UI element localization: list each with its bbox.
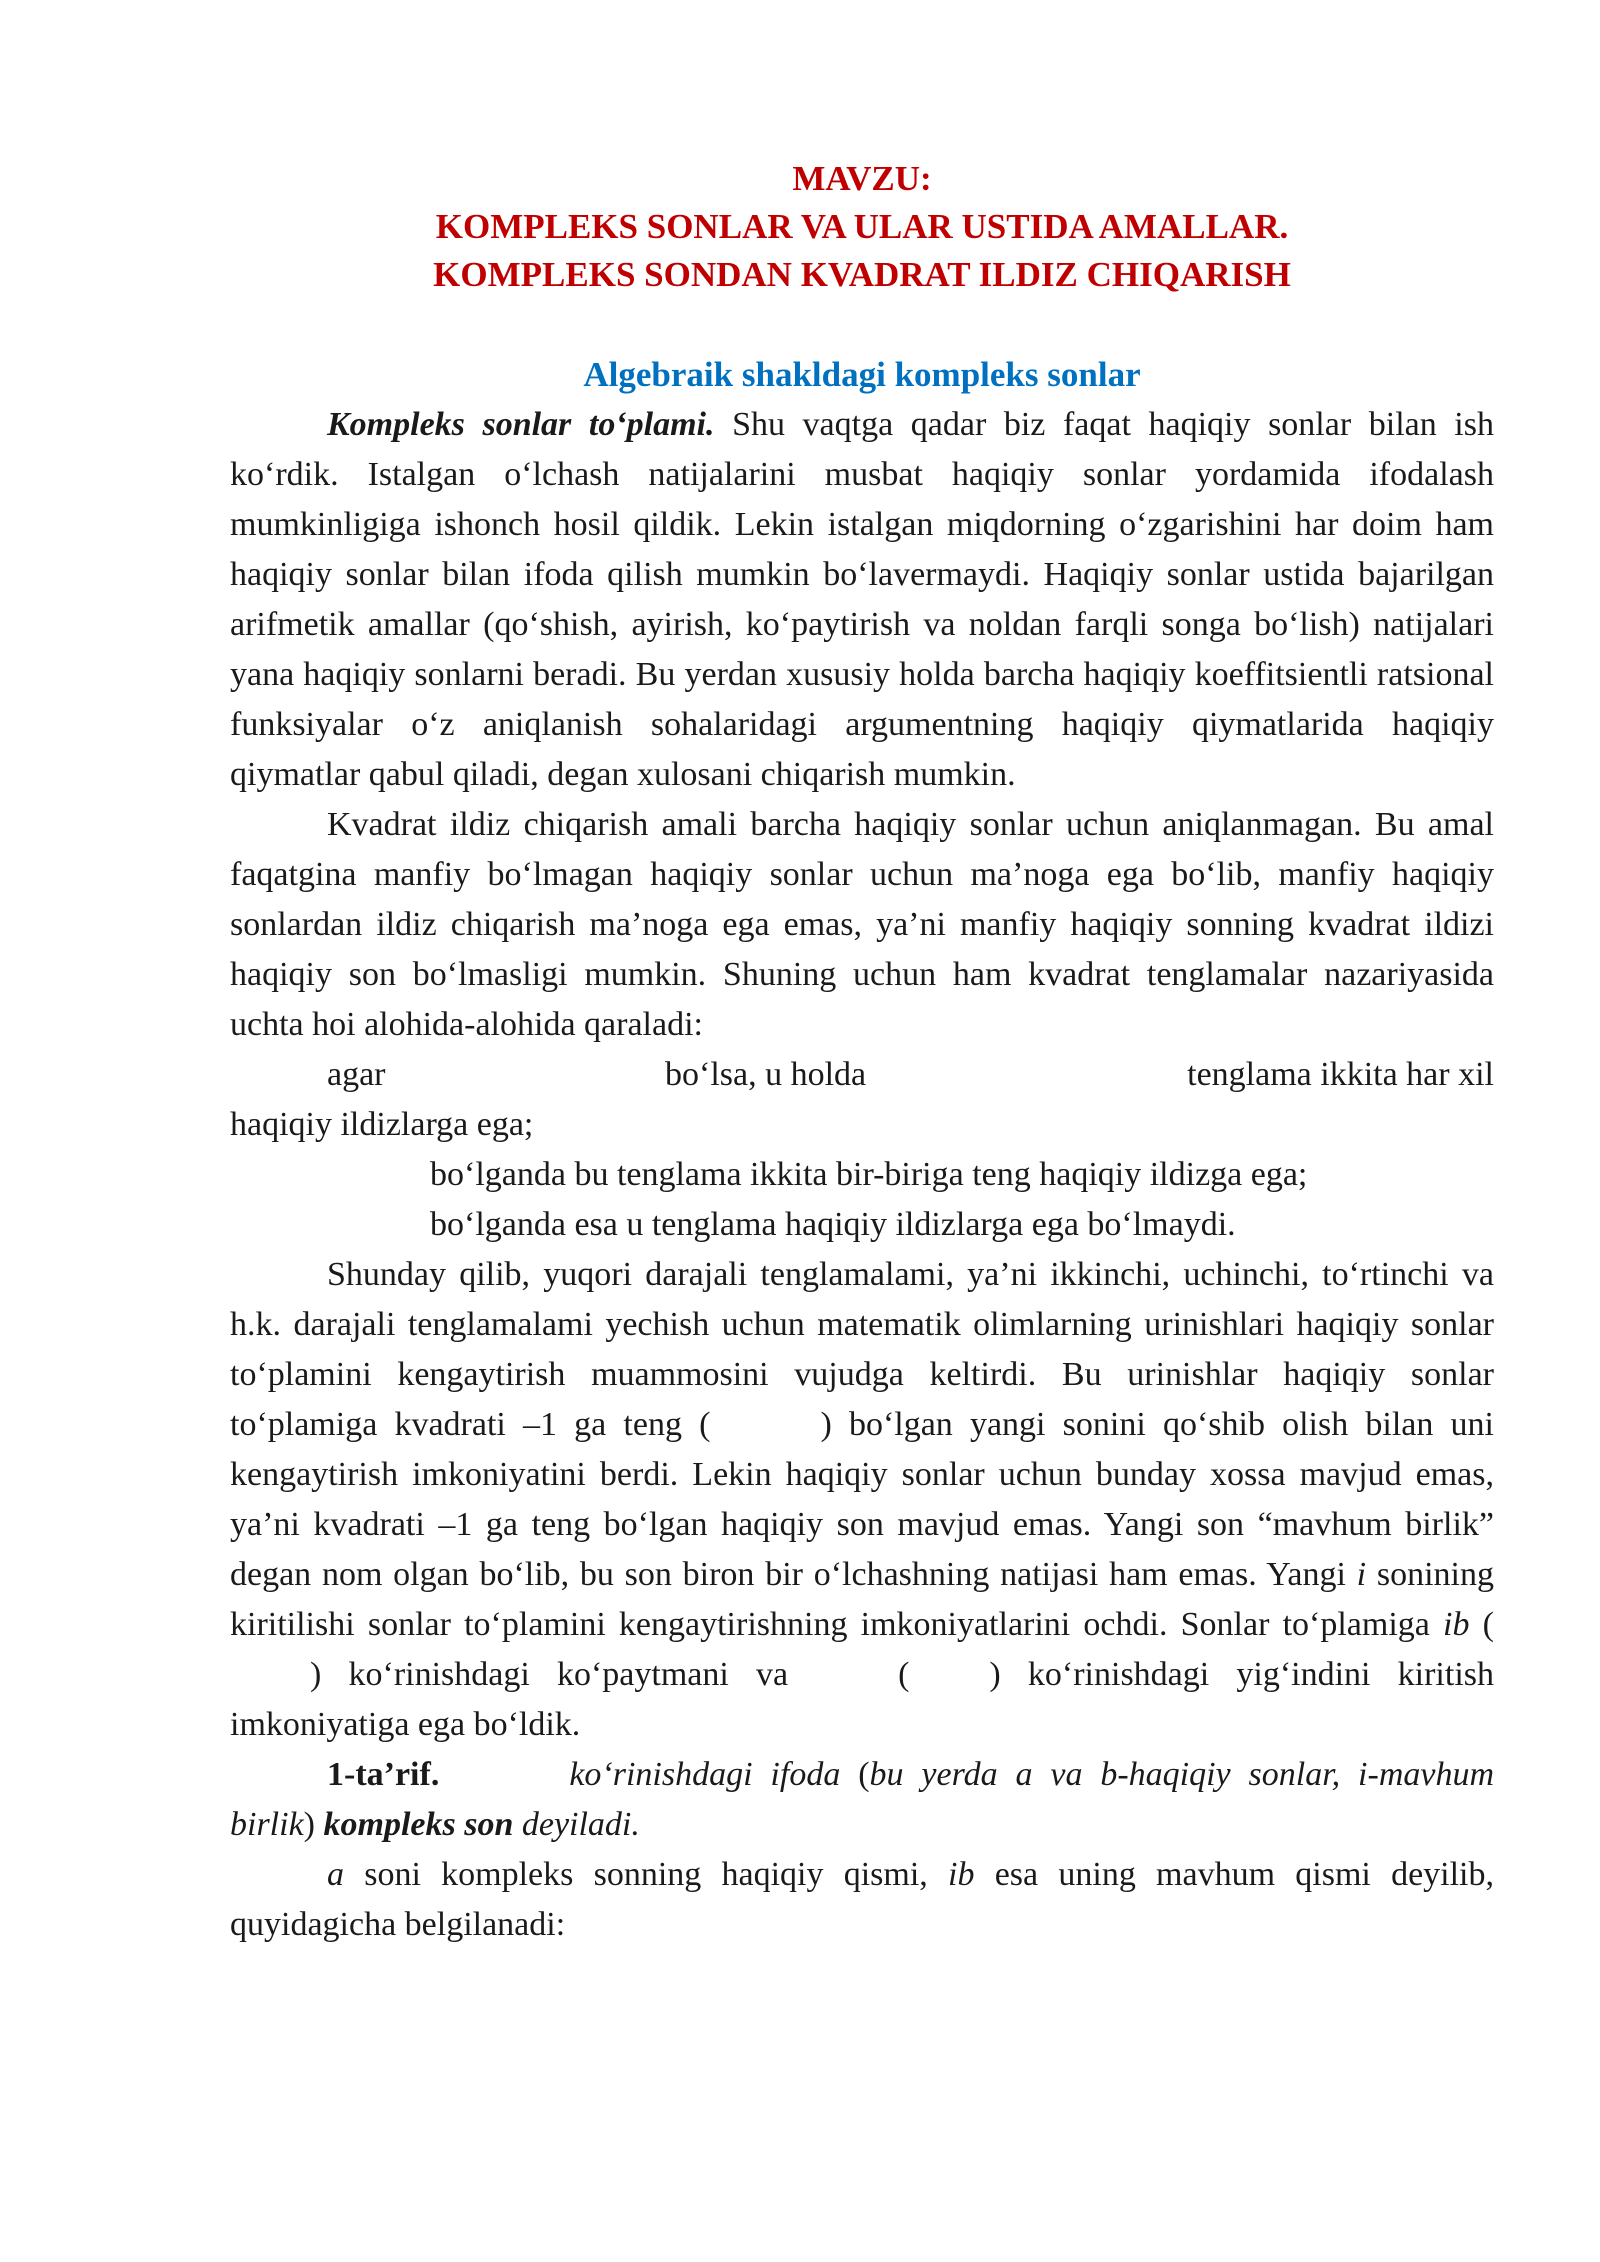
paragraph-3-text-g: ) ko‘rinishdagi yig‘indini kiritish imkoniyatiga ega bo‘ldik. <box>230 1656 1494 1743</box>
title-line-3: KOMPLEKS SONDAN KVADRAT ILDIZ CHIQARISH <box>433 255 1291 294</box>
definition-label: 1-ta’rif. <box>327 1756 440 1793</box>
case-1-part-3: tenglama ikkita har xil <box>1187 1056 1494 1093</box>
case-3-line: bo‘lganda esa u tenglama haqiqiy ildizlarga ega bo‘lmaydi. <box>430 1206 1236 1243</box>
paragraph-4-text-2: esa uning mavhum qismi deyilib, quyidagicha belgilanadi: <box>230 1856 1494 1943</box>
definition-text-2: ( <box>840 1756 870 1793</box>
title-line-2: KOMPLEKS SONLAR VA ULAR USTIDA AMALLAR. <box>435 207 1289 246</box>
paragraph-3 <box>230 1250 1494 1750</box>
paragraph-3-text-f: ( <box>898 1656 910 1693</box>
definition-text-1: ko‘rinishdagi ifoda <box>569 1756 841 1793</box>
definition-term: kompleks son <box>323 1806 514 1843</box>
product-ib: ib <box>1443 1606 1470 1643</box>
paragraph-2: Kvadrat ildiz chiqarish amali barcha haqiqiy sonlar uchun aniqlanmagan. Bu amal faqatgina manfiy bo‘lmagan haqiqiy sonlar uchun ma’noga ega bo‘lib, manfiy haqiqiy sonlardan ildiz chiqarish ma’noga ega emas, ya’ni manfiy haqiqiy sonning kvadrat ildizi haqiqiy son bo‘lmasligi mumkin. Shuning uchun ham kvadrat tenglamalar nazariyasida uchta hoi alohida-alohida qaraladi: <box>230 806 1494 1043</box>
paragraph-1-lead: Kompleks sonlar to‘plami. <box>327 406 715 443</box>
paragraph-4-text-1: soni kompleks sonning haqiqiy qismi, <box>344 1856 949 1893</box>
title-line-1: MAVZU: <box>792 159 932 198</box>
paragraph-3-text-e: ) ko‘rinishdagi ko‘paytmani va <box>310 1656 789 1693</box>
imaginary-part-ib: ib <box>948 1856 975 1893</box>
definition-text-5: deyiladi. <box>513 1806 640 1843</box>
section-title: Algebraik shakldagi kompleks sonlar <box>583 355 1141 394</box>
paragraph-4 <box>230 1850 1494 1950</box>
real-part-letter: a <box>327 1856 344 1893</box>
case-1-part-2: bo‘lsa, u holda <box>665 1056 867 1093</box>
definition-text-4: ) <box>303 1806 324 1843</box>
case-1-line <box>230 1050 1494 1100</box>
case-1-part-1: agar <box>327 1056 386 1093</box>
paragraph-3-text-b: ) bo‘lgan yangi sonini qo‘shib olish bilan uni kengaytirish imkoniyatini berdi. Lekin haqiqiy sonlar uchun bunday xossa mavjud emas, ya’ni kvadrati –1 ga teng bo‘lgan haqiqiy son mavjud emas. Yangi son “mavhum birlik” degan nom olgan bo‘lib, bu son biron bir o‘lchashning natijasi ham emas. Yangi <box>230 1406 1494 1593</box>
body-text <box>230 400 1494 1950</box>
paragraph-1 <box>230 400 1494 800</box>
definition-text-3: bu yerda a va b-haqiqiy sonlar, i-mavhum birlik <box>230 1756 1495 1843</box>
case-2-line: bo‘lganda bu tenglama ikkita bir-biriga teng haqiqiy ildizga ega; <box>430 1156 1308 1193</box>
imaginary-unit-letter: i <box>1356 1556 1367 1593</box>
paragraph-3-text-c: sonining kiritilishi sonlar to‘plamini kengaytirishning imkoniyatlarini ochdi. Sonlar to‘plamiga <box>230 1556 1495 1643</box>
definition-1 <box>230 1750 1494 1850</box>
paragraph-3-text-d: ( <box>1469 1606 1494 1643</box>
paragraph-3-text-a: Shunday qilib, yuqori darajali tenglamalami, ya’ni ikkinchi, uchinchi, to‘rtinchi va h.k. darajali tenglamalami yechish uchun matematik olimlarning urinishlari haqiqiy sonlar to‘plamini kengaytirish muammosini vujudga keltirdi. Bu urinishlar haqiqiy sonlar to‘plamiga kvadrati –1 ga teng ( <box>230 1256 1494 1443</box>
case-1-continuation: haqiqiy ildizlarga ega; <box>230 1106 534 1143</box>
paragraph-1-text: Shu vaqtga qadar biz faqat haqiqiy sonlar bilan ish ko‘rdik. Istalgan o‘lchash natijalarini musbat haqiqiy sonlar yordamida ifodalash mumkinligiga ishonch hosil qildik. Lekin istalgan miqdorning o‘zgarishini har doim ham haqiqiy sonlar bilan ifoda qilish mumkin bo‘lavermaydi. Haqiqiy sonlar ustida bajarilgan arifmetik amallar (qo‘shish, ayirish, ko‘paytirish va noldan farqli songa bo‘lish) natijalari yana haqiqiy sonlarni beradi. Bu yerdan xususiy holda barcha haqiqiy koeffitsientli ratsional funksiyalar o‘z aniqlanish sohalaridagi argumentning haqiqiy qiymatlarida haqiqiy qiymatlar qabul qiladi, degan xulosani chiqarish mumkin. <box>230 406 1494 793</box>
